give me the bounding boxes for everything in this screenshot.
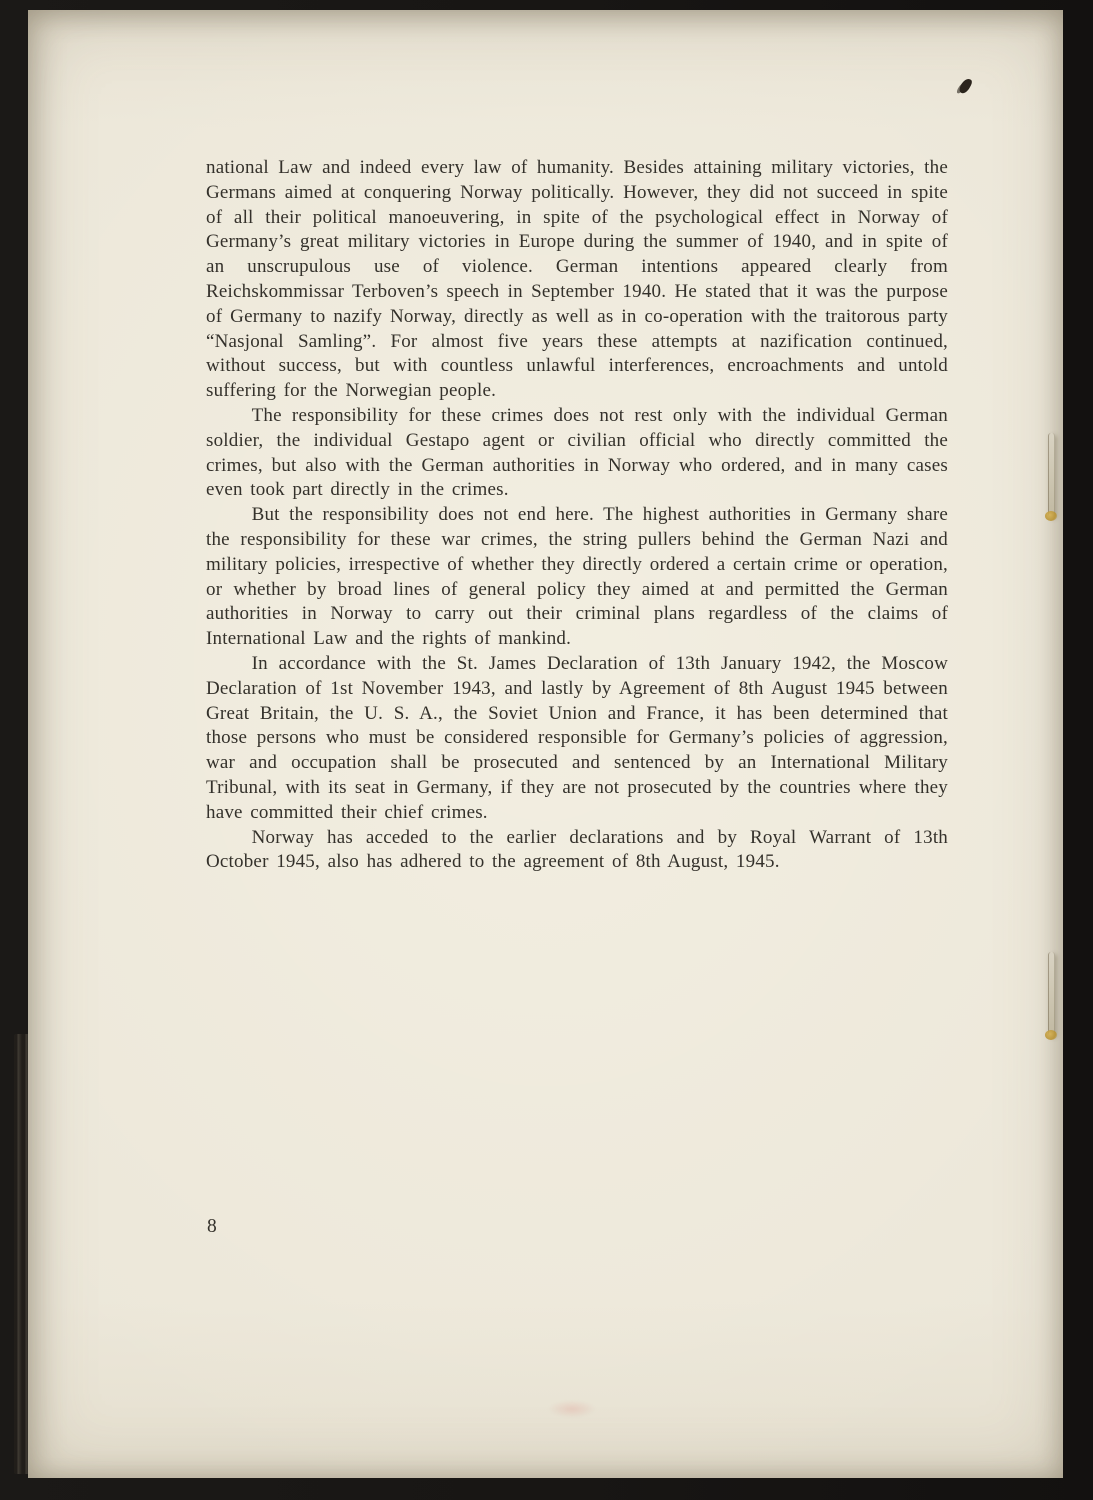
binding-thread-bottom bbox=[1048, 952, 1055, 1036]
paragraph: In accordance with the St. James Declaration of 13th January 1942, the Moscow Declaration of 1st November 1943, and lastly by Agreement of 8th August 1945 between Great Britain, the U. S. A., the Soviet Union and France, it has been determined that those persons who must be considered responsible for Germany’s policies of aggression, war and occupation shall be prosecuted and sentenced by an International Military Tribunal, with its seat in Germany, if they are not prosecuted by the countries where they have committed their chief crimes. bbox=[206, 652, 948, 823]
paper-sheet bbox=[28, 10, 1063, 1478]
paragraph: But the responsibility does not end here. The highest authorities in Germany share the responsibility for these war crimes, the string pullers behind the German Nazi and military policies, irrespective of whether they directly ordered a certain crime or operation, or whether by broad lines of general policy they aimed at and permitted the German authorities in Norway to carry out their criminal plans regardless of the claims of International Law and the rights of mankind. bbox=[206, 504, 948, 650]
paragraph-continuation: national Law and indeed every law of humanity. Besides attaining military victories, the Germans aimed at conquering Norway politically. However, they did not succeed in spite of all their political manoeuvering, in spite of the psychological effect in Norway of Germany’s great military victories in Europe during the summer of 1940, and in spite of an unscrupulous use of violence. German intentions appeared clearly from Reichskommissar Terboven’s speech in September 1940. He stated that it was the purpose of Germany to nazify Norway, directly as well as in co-operation with the traitorous party “Nasjonal Samling”. For almost five years these attempts at nazification continued, without success, but with countless unlawful interferences, encroachments and untold suffering for the Norwegian people. bbox=[206, 157, 948, 402]
body-text bbox=[206, 156, 948, 875]
faint-smudge bbox=[548, 1400, 596, 1418]
paragraph: Norway has acceded to the earlier declarations and by Royal Warrant of 13th October 1945, also has adhered to the agreement of 8th August, 1945. bbox=[206, 826, 948, 873]
paragraph: The responsibility for these crimes does not rest only with the individual German soldier, the individual Gestapo agent or civilian official who directly committed the crimes, but also with the German authorities in Norway who ordered, and in many cases even took part directly in the crimes. bbox=[206, 404, 948, 501]
binding-thread-top bbox=[1048, 433, 1055, 517]
ink-speck bbox=[958, 77, 973, 95]
page-number: 8 bbox=[207, 1216, 217, 1237]
